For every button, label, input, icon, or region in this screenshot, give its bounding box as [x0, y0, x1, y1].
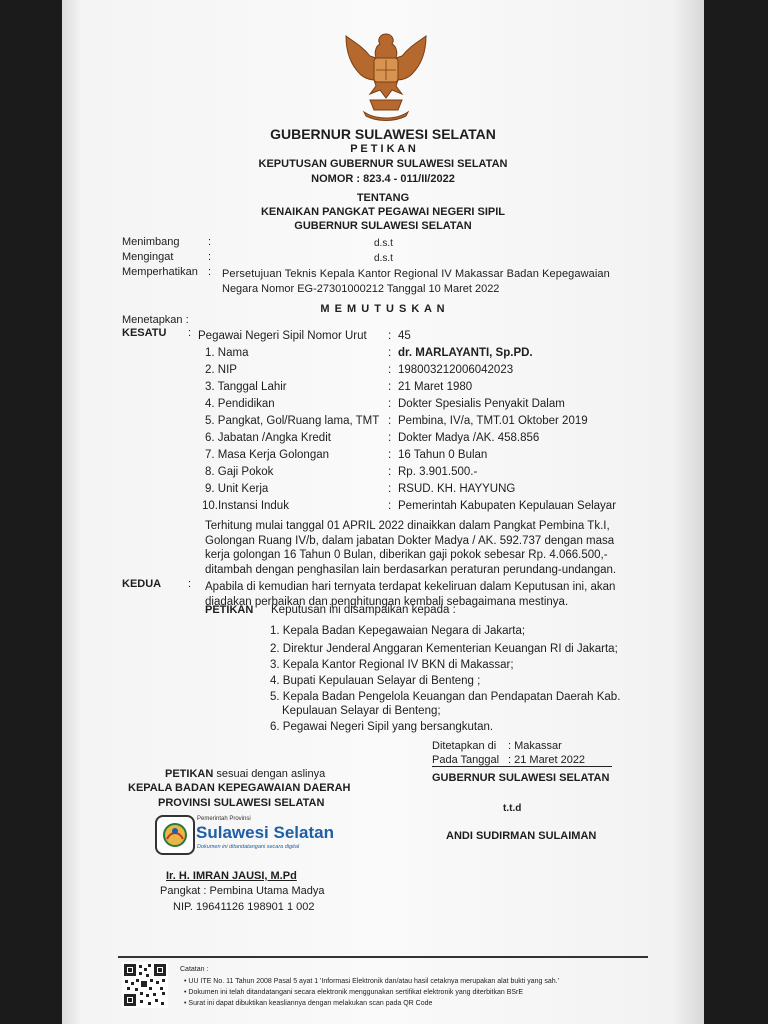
mengingat-colon: : [208, 251, 212, 263]
recipient-item: 6. Pegawai Negeri Sipil yang bersangkutan. [270, 721, 494, 733]
recipient-item: 4. Bupati Kepulauan Selayar di Benteng ; [270, 675, 481, 687]
official-rank: Pangkat : Pembina Utama Madya [160, 885, 325, 897]
recipient-item-continued: Kepulauan Selayar di Benteng; [282, 705, 441, 717]
governor-signature-title: GUBERNUR SULAWESI SELATAN [432, 772, 610, 784]
official-nip: NIP. 19641126 198901 1 002 [173, 901, 315, 913]
province-logo-icon [155, 815, 195, 855]
subject-line-2: GUBERNUR SULAWESI SELATAN [294, 220, 472, 232]
memutuskan-heading: M E M U T U S K A N [320, 303, 446, 315]
recipient-item: 3. Kepala Kantor Regional IV BKN di Makassar; [270, 659, 514, 671]
memperhatikan-line-1: Persetujuan Teknis Kepala Kantor Regional IV Makassar Badan Kepegawaian [222, 268, 610, 280]
official-name: Ir. H. IMRAN JAUSI, M.Pd [166, 870, 297, 882]
governor-name: ANDI SUDIRMAN SULAIMAN [446, 830, 597, 842]
footer-note: • Dokumen ini telah ditandatangani secara elektronik menggunakan sertifikat elektronik yang diterbitkan BSrE [184, 989, 524, 996]
kesatu-label: KESATU [122, 327, 167, 339]
petikan-intro: Keputusan ini disampaikan kepada : [271, 604, 456, 616]
place-label: Ditetapkan di [432, 740, 497, 752]
menimbang-colon: : [208, 236, 212, 248]
memperhatikan-colon: : [208, 266, 212, 278]
footer-divider [118, 956, 648, 958]
menetapkan-label: Menetapkan : [122, 314, 189, 326]
menimbang-value: d.s.t [374, 238, 393, 249]
subject-line-1: KENAIKAN PANGKAT PEGAWAI NEGERI SIPIL [260, 206, 506, 218]
date-label: Pada Tanggal [432, 754, 500, 766]
kesatu-colon: : [188, 327, 192, 339]
decree-number: NOMOR : 823.4 - 011/II/2022 [311, 173, 455, 185]
garuda-emblem-icon [340, 28, 432, 124]
certification-line-1: PETIKAN sesuai dengan aslinya [165, 768, 326, 780]
recipient-item: 5. Kepala Badan Pengelola Keuangan dan Pendapatan Daerah Kab. [270, 691, 621, 703]
date-underline [432, 752, 612, 767]
mengingat-value: d.s.t [374, 253, 393, 264]
kedua-label: KEDUA [122, 578, 162, 590]
ttd-mark: t.t.d [503, 803, 522, 814]
certification-line-3: PROVINSI SULAWESI SELATAN [158, 797, 325, 809]
badge-caption: Dokumen ini ditandatangani secara digital [197, 844, 300, 850]
qr-code-icon [122, 962, 168, 1008]
digital-signature-badge [155, 815, 333, 855]
memperhatikan-label: Memperhatikan [122, 266, 198, 278]
footer-note: • Surat ini dapat dibuktikan keasliannya dengan melakukan scan pada QR Code [184, 1000, 433, 1007]
kedua-colon: : [188, 578, 192, 590]
menimbang-label: Menimbang [122, 236, 180, 248]
recipient-item: 2. Direktur Jenderal Anggaran Kementerian Keuangan RI di Jakarta; [270, 643, 618, 655]
tentang-heading: TENTANG [356, 192, 410, 204]
recipient-item: 1. Kepala Badan Kepegawaian Negara di Jakarta; [270, 625, 526, 637]
petikan-heading: P E T I K A N [350, 143, 416, 155]
footer-note: • UU ITE No. 11 Tahun 2008 Pasal 5 ayat 1 'Informasi Elektronik dan/atau hasil cetaknya merupakan alat bukti yang sah.' [184, 978, 559, 985]
kedua-paragraph: Apabila di kemudian hari ternyata terdapat kekeliruan dalam Keputusan ini, akan diadakan perbaikan dan penghitungan kembali sebagaimana mestinya. [205, 581, 616, 608]
certification-line-2: KEPALA BADAN KEPEGAWAIAN DAERAH [128, 782, 351, 794]
kesatu-paragraph: Terhitung mulai tanggal 01 APRIL 2022 dinaikkan dalam Pangkat Pembina Tk.I, Golongan Ruang IV/b, dalam jabatan Dokter Madya / AK. 592.737 dengan masa kerja golongan 16 Tahun 0 Bulan, diberikan gaji pokok sebesar Rp. 4.066.500,- ditambah dengan penghasilan lain berdasarkan peraturan perundang-undangan. [205, 520, 617, 576]
governor-title: GUBERNUR SULAWESI SELATAN [270, 126, 496, 142]
mengingat-label: Mengingat [122, 251, 174, 263]
date-value: : 21 Maret 2022 [508, 754, 586, 766]
petikan-label: PETIKAN [205, 604, 254, 616]
place-value: : Makassar [508, 740, 562, 752]
decree-title: KEPUTUSAN GUBERNUR SULAWESI SELATAN [258, 158, 508, 170]
badge-title: Sulawesi Selatan [196, 823, 334, 842]
memperhatikan-line-2: Negara Nomor EG-27301000212 Tanggal 10 Maret 2022 [222, 283, 500, 295]
badge-small-text: Pemerintah Provinsi [197, 816, 251, 822]
footer-catatan: Catatan : [180, 966, 209, 973]
